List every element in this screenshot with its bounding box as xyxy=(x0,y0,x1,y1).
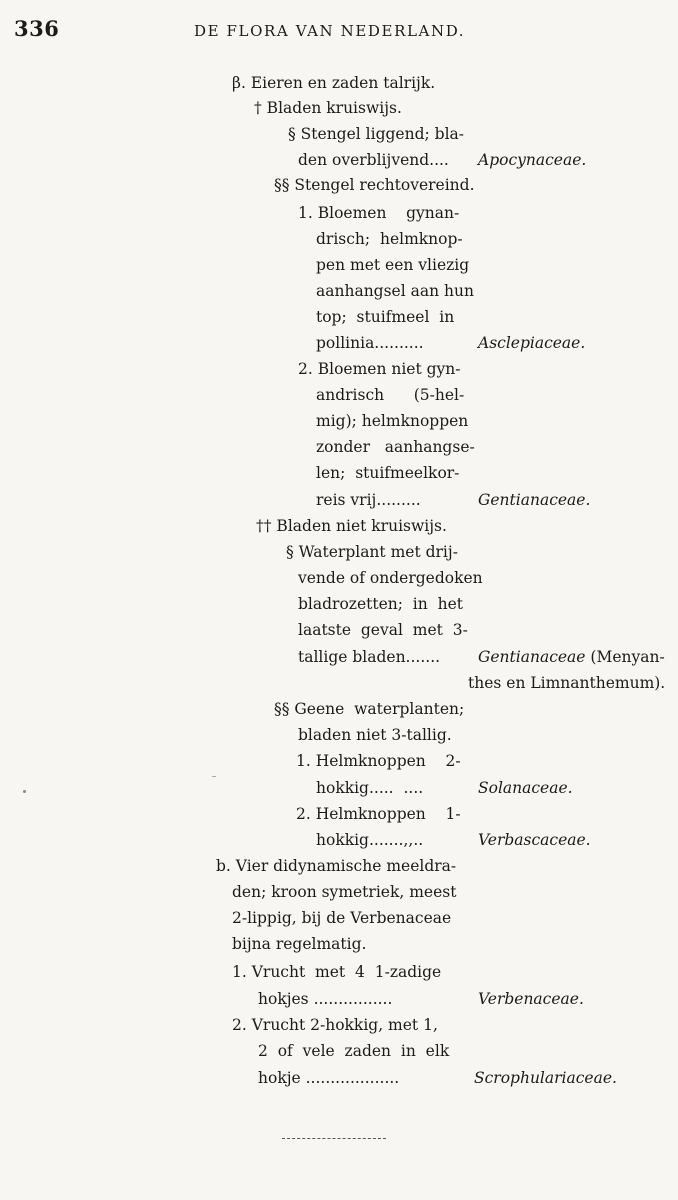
key-line xyxy=(288,121,464,147)
family-note: (Menyan- xyxy=(585,648,665,666)
key-line-text: drisch; helmknop- xyxy=(316,230,463,248)
family-name: Gentianaceae (Menyan- xyxy=(478,648,665,666)
key-line xyxy=(256,513,447,539)
key-line-text: laatste geval met 3- xyxy=(298,621,468,639)
key-line xyxy=(254,95,402,121)
key-line xyxy=(298,722,452,748)
key-line xyxy=(298,147,449,173)
family-name: Gentianaceae. xyxy=(478,491,591,509)
key-line xyxy=(274,172,475,198)
key-line-text: §§ Geene waterplanten; xyxy=(274,700,465,718)
paper-speck xyxy=(212,776,216,777)
key-line xyxy=(274,696,464,722)
key-line xyxy=(216,853,456,879)
key-line-text: hokkig..... .... xyxy=(316,779,424,797)
key-line-text: bladen niet 3-tallig. xyxy=(298,726,452,744)
family-name: Solanaceae. xyxy=(478,779,573,797)
key-line-text: 2-lippig, bij de Verbenaceae xyxy=(232,909,452,927)
key-line-text: 1. Vrucht met 4 1-zadige xyxy=(232,963,442,981)
key-line-text: 1. Bloemen gynan- xyxy=(298,204,460,222)
key-line-text: hokkig.......,,.. xyxy=(316,831,424,849)
family-name: Scrophulariaceae. xyxy=(474,1069,617,1087)
family-name: Apocynaceae. xyxy=(478,151,587,169)
key-line xyxy=(316,460,459,486)
family-name: Asclepiaceae. xyxy=(478,334,586,352)
key-line xyxy=(298,200,459,226)
key-line xyxy=(232,959,441,985)
family-name: Verbascaceae. xyxy=(478,831,591,849)
key-line-text: pen met een vliezig xyxy=(316,256,470,274)
key-line-text: § Stengel liggend; bla- xyxy=(288,125,465,143)
key-line-text: len; stuifmeelkor- xyxy=(316,464,460,482)
key-line xyxy=(316,408,468,434)
key-line xyxy=(258,1038,449,1064)
key-line-text: § Waterplant met drij- xyxy=(286,543,458,561)
key-line-text: aanhangsel aan hun xyxy=(316,282,474,300)
key-line-text: mig); helmknoppen xyxy=(316,412,469,430)
key-line xyxy=(232,879,456,905)
key-line-text: andrisch (5-hel- xyxy=(316,386,465,404)
key-line xyxy=(316,487,421,513)
key-line xyxy=(298,617,468,643)
key-line-text: den overblijvend.... xyxy=(298,151,449,169)
page-number: 336 xyxy=(14,16,60,41)
key-line xyxy=(298,565,483,591)
key-line xyxy=(316,278,474,304)
end-rule xyxy=(282,1138,386,1139)
key-line xyxy=(316,434,475,460)
key-line xyxy=(232,70,435,96)
key-line xyxy=(232,931,366,957)
key-line xyxy=(298,356,461,382)
key-line xyxy=(258,986,392,1012)
key-line xyxy=(316,382,464,408)
key-line-text: zonder aanhangse- xyxy=(316,438,475,456)
running-title: DE FLORA VAN NEDERLAND. xyxy=(194,22,466,40)
key-line xyxy=(316,304,454,330)
key-line xyxy=(232,1012,438,1038)
key-line-text: 2. Helmknoppen 1- xyxy=(296,805,461,823)
key-line-text: hokje ................... xyxy=(258,1069,400,1087)
key-line-text: b. Vier didynamische meeldra- xyxy=(216,857,457,875)
family-note-continuation: thes en Limnanthemum). xyxy=(468,674,666,692)
key-line xyxy=(296,801,461,827)
key-line xyxy=(316,827,423,853)
key-line xyxy=(296,748,461,774)
key-line xyxy=(316,775,423,801)
key-line xyxy=(316,252,469,278)
key-line-text: † Bladen kruiswijs. xyxy=(254,99,402,117)
key-line-text: bijna regelmatig. xyxy=(232,935,367,953)
key-line-text: †† Bladen niet kruiswijs. xyxy=(256,517,447,535)
key-line xyxy=(316,226,463,252)
paper-speck xyxy=(23,790,26,793)
key-line-text: 2. Vrucht 2-hokkig, met 1, xyxy=(232,1016,438,1034)
key-line-text: reis vrij......... xyxy=(316,491,421,509)
key-line-text: hokjes ................ xyxy=(258,990,393,1008)
key-line-text: top; stuifmeel in xyxy=(316,308,455,326)
key-line xyxy=(232,905,451,931)
key-line xyxy=(286,539,458,565)
key-line-text: tallige bladen....... xyxy=(298,648,441,666)
key-line-text: vende of ondergedoken xyxy=(298,569,483,587)
family-name: Verbenaceae. xyxy=(478,990,584,1008)
key-line-text: bladrozetten; in het xyxy=(298,595,463,613)
key-line-text: 2. Bloemen niet gyn- xyxy=(298,360,461,378)
key-line xyxy=(298,591,463,617)
key-line xyxy=(258,1065,399,1091)
key-line-text: pollinia.......... xyxy=(316,334,424,352)
key-line-text: den; kroon symetriek, meest xyxy=(232,883,457,901)
key-line-text: 1. Helmknoppen 2- xyxy=(296,752,461,770)
key-line xyxy=(316,330,424,356)
key-line-text: β. Eieren en zaden talrijk. xyxy=(232,74,436,92)
key-line xyxy=(298,644,440,670)
key-line-text: 2 of vele zaden in elk xyxy=(258,1042,450,1060)
key-line-text: §§ Stengel rechtovereind. xyxy=(274,176,475,194)
